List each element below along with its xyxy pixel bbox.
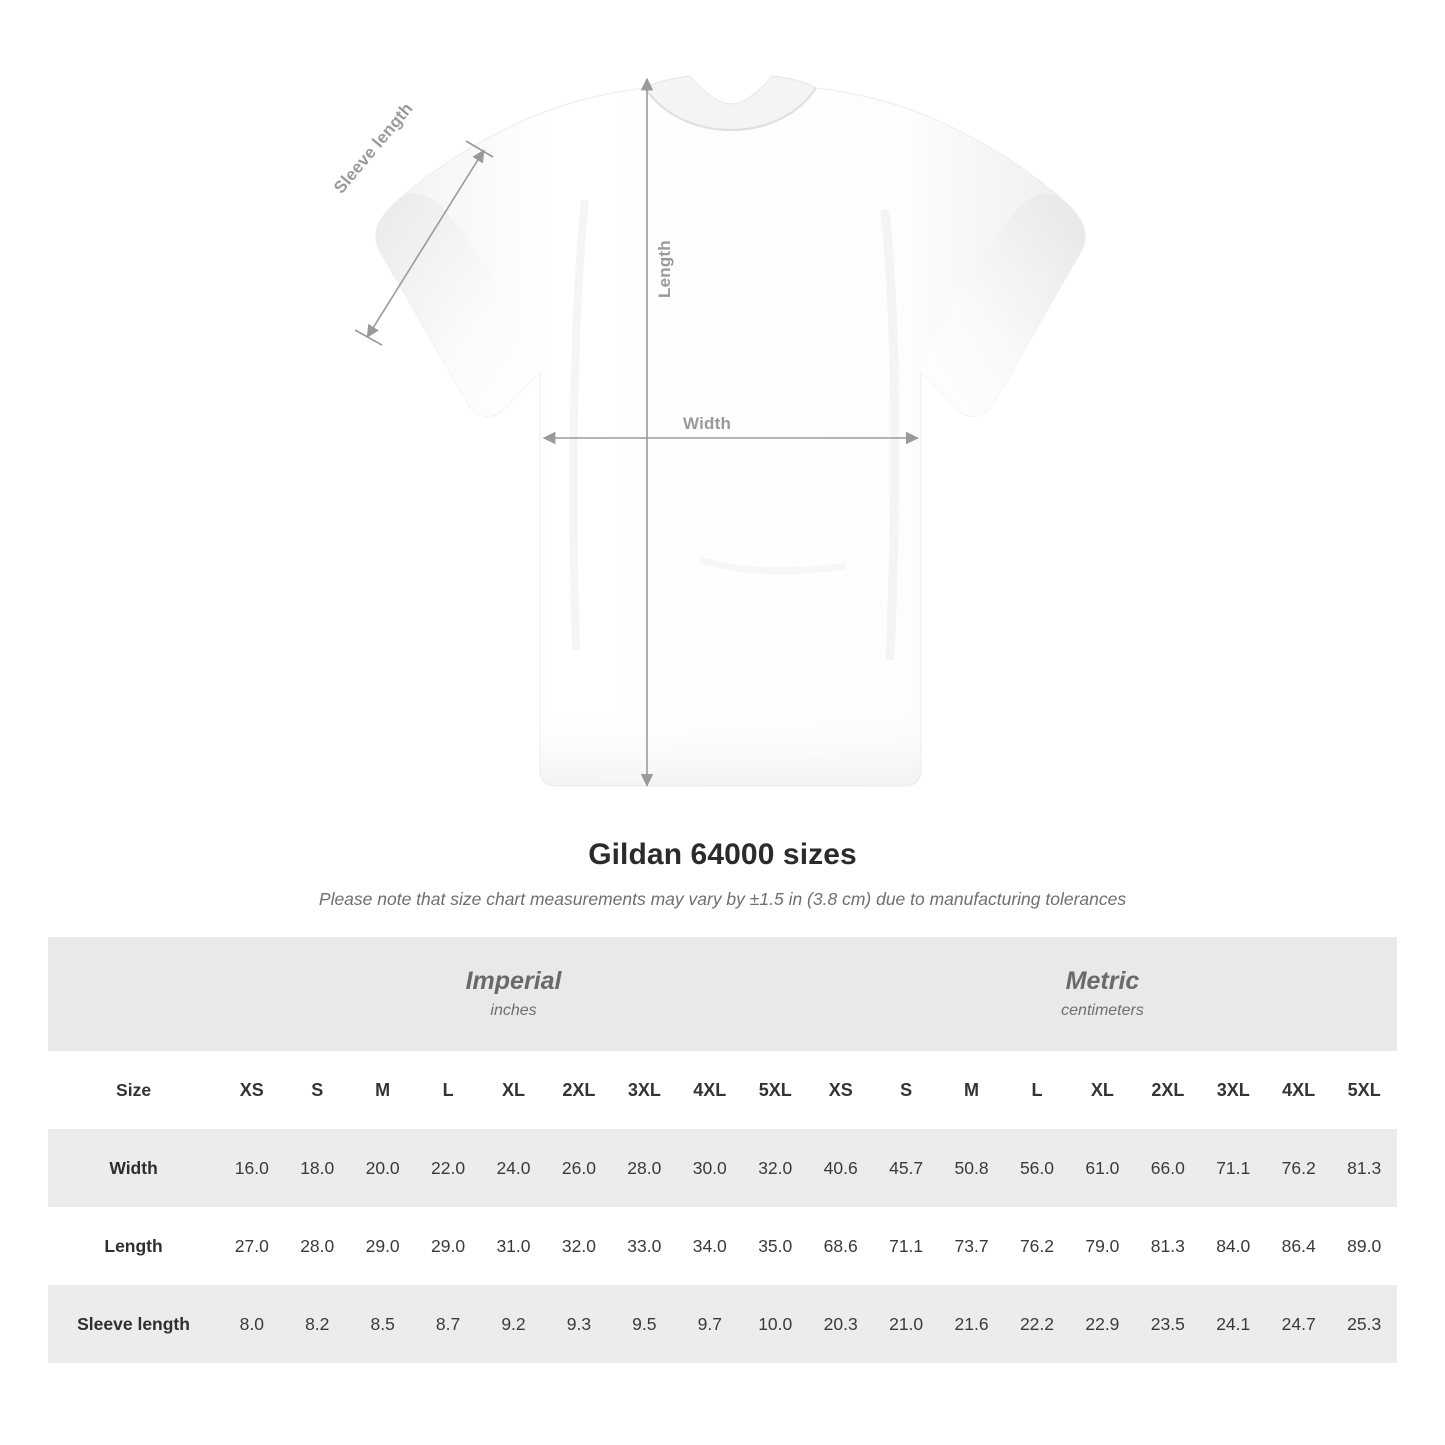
page-title: Gildan 64000 sizes	[588, 838, 857, 871]
cell-width-9: 40.6	[808, 1129, 873, 1207]
header-col-13: L	[1004, 1051, 1069, 1129]
header-col-9: 5XL	[742, 1051, 808, 1129]
cell-length-13: 79.0	[1070, 1207, 1135, 1285]
header-col-4: L	[415, 1051, 480, 1129]
cell-width-8: 32.0	[742, 1129, 808, 1207]
cell-width-3: 22.0	[415, 1129, 480, 1207]
imperial-unit-cell	[219, 937, 808, 1051]
cell-sleeve-14: 23.5	[1135, 1285, 1200, 1363]
cell-length-12: 76.2	[1004, 1207, 1069, 1285]
cell-sleeve-4: 9.2	[481, 1285, 546, 1363]
cell-sleeve-0: 8.0	[219, 1285, 284, 1363]
shirt-body	[376, 88, 1085, 786]
cell-length-1: 28.0	[285, 1207, 350, 1285]
table-header-row	[48, 1051, 1397, 1129]
header-col-7: 3XL	[612, 1051, 677, 1129]
table-row	[48, 1285, 1397, 1363]
sleeve-tick-bottom	[355, 330, 382, 345]
cell-length-4: 31.0	[481, 1207, 546, 1285]
cell-width-15: 71.1	[1201, 1129, 1266, 1207]
cell-width-4: 24.0	[481, 1129, 546, 1207]
cell-sleeve-2: 8.5	[350, 1285, 415, 1363]
unit-header-row	[48, 937, 1397, 1051]
size-table	[48, 937, 1397, 1363]
cell-width-14: 66.0	[1135, 1129, 1200, 1207]
unit-header-spacer	[48, 937, 219, 1051]
cell-sleeve-6: 9.5	[612, 1285, 677, 1363]
cell-width-1: 18.0	[285, 1129, 350, 1207]
cell-width-6: 28.0	[612, 1129, 677, 1207]
row-label-length: Length	[48, 1207, 219, 1285]
cell-length-17: 89.0	[1331, 1207, 1397, 1285]
row-label-width: Width	[48, 1129, 219, 1207]
shirt-hem	[540, 700, 921, 786]
cell-length-9: 68.6	[808, 1207, 873, 1285]
cell-sleeve-9: 20.3	[808, 1285, 873, 1363]
imperial-unit-name: Imperial	[465, 966, 562, 995]
size-table-wrapper	[48, 937, 1397, 1363]
header-col-6: 2XL	[546, 1051, 611, 1129]
cell-length-8: 35.0	[742, 1207, 808, 1285]
cell-sleeve-1: 8.2	[285, 1285, 350, 1363]
header-col-8: 4XL	[677, 1051, 742, 1129]
header-col-3: M	[350, 1051, 415, 1129]
header-col-18: 5XL	[1331, 1051, 1397, 1129]
header-col-2: S	[285, 1051, 350, 1129]
cell-sleeve-3: 8.7	[415, 1285, 480, 1363]
cell-sleeve-5: 9.3	[546, 1285, 611, 1363]
header-col-10: XS	[808, 1051, 873, 1129]
cell-width-5: 26.0	[546, 1129, 611, 1207]
cell-sleeve-8: 10.0	[742, 1285, 808, 1363]
cell-sleeve-7: 9.7	[677, 1285, 742, 1363]
header-col-11: S	[873, 1051, 938, 1129]
cell-sleeve-15: 24.1	[1201, 1285, 1266, 1363]
cell-sleeve-13: 22.9	[1070, 1285, 1135, 1363]
cell-width-2: 20.0	[350, 1129, 415, 1207]
header-col-14: XL	[1070, 1051, 1135, 1129]
header-col-15: 2XL	[1135, 1051, 1200, 1129]
cell-length-7: 34.0	[677, 1207, 742, 1285]
tolerance-note: Please note that size chart measurements may vary by ±1.5 in (3.8 cm) due to manufacturing tolerances	[318, 889, 1127, 909]
cell-width-16: 76.2	[1266, 1129, 1331, 1207]
header-col-16: 3XL	[1201, 1051, 1266, 1129]
cell-width-11: 50.8	[939, 1129, 1004, 1207]
header-col-1: XS	[219, 1051, 284, 1129]
metric-unit-name: Metric	[1065, 966, 1140, 995]
width-label: Width	[683, 414, 732, 433]
cell-width-17: 81.3	[1331, 1129, 1397, 1207]
cell-width-0: 16.0	[219, 1129, 284, 1207]
imperial-unit-sub: inches	[490, 1002, 537, 1020]
header-size: Size	[48, 1051, 219, 1129]
cell-length-6: 33.0	[612, 1207, 677, 1285]
cell-length-16: 86.4	[1266, 1207, 1331, 1285]
metric-unit-cell	[808, 937, 1397, 1051]
sleeve-length-label: Sleeve length	[330, 99, 417, 198]
cell-sleeve-17: 25.3	[1331, 1285, 1397, 1363]
cell-length-2: 29.0	[350, 1207, 415, 1285]
cell-length-5: 32.0	[546, 1207, 611, 1285]
cell-sleeve-11: 21.6	[939, 1285, 1004, 1363]
cell-length-14: 81.3	[1135, 1207, 1200, 1285]
cell-width-13: 61.0	[1070, 1129, 1135, 1207]
cell-sleeve-10: 21.0	[873, 1285, 938, 1363]
chart-title-block	[0, 838, 1445, 910]
header-col-17: 4XL	[1266, 1051, 1331, 1129]
cell-length-15: 84.0	[1201, 1207, 1266, 1285]
length-label: Length	[655, 240, 674, 298]
table-row	[48, 1129, 1397, 1207]
table-row	[48, 1207, 1397, 1285]
header-col-12: M	[939, 1051, 1004, 1129]
cell-length-10: 71.1	[873, 1207, 938, 1285]
cell-sleeve-16: 24.7	[1266, 1285, 1331, 1363]
cell-width-12: 56.0	[1004, 1129, 1069, 1207]
row-label-sleeve-length: Sleeve length	[48, 1285, 219, 1363]
cell-length-3: 29.0	[415, 1207, 480, 1285]
cell-width-10: 45.7	[873, 1129, 938, 1207]
cell-sleeve-12: 22.2	[1004, 1285, 1069, 1363]
cell-width-7: 30.0	[677, 1129, 742, 1207]
metric-unit-sub: centimeters	[1061, 1002, 1144, 1020]
cell-length-0: 27.0	[219, 1207, 284, 1285]
cell-length-11: 73.7	[939, 1207, 1004, 1285]
header-col-5: XL	[481, 1051, 546, 1129]
